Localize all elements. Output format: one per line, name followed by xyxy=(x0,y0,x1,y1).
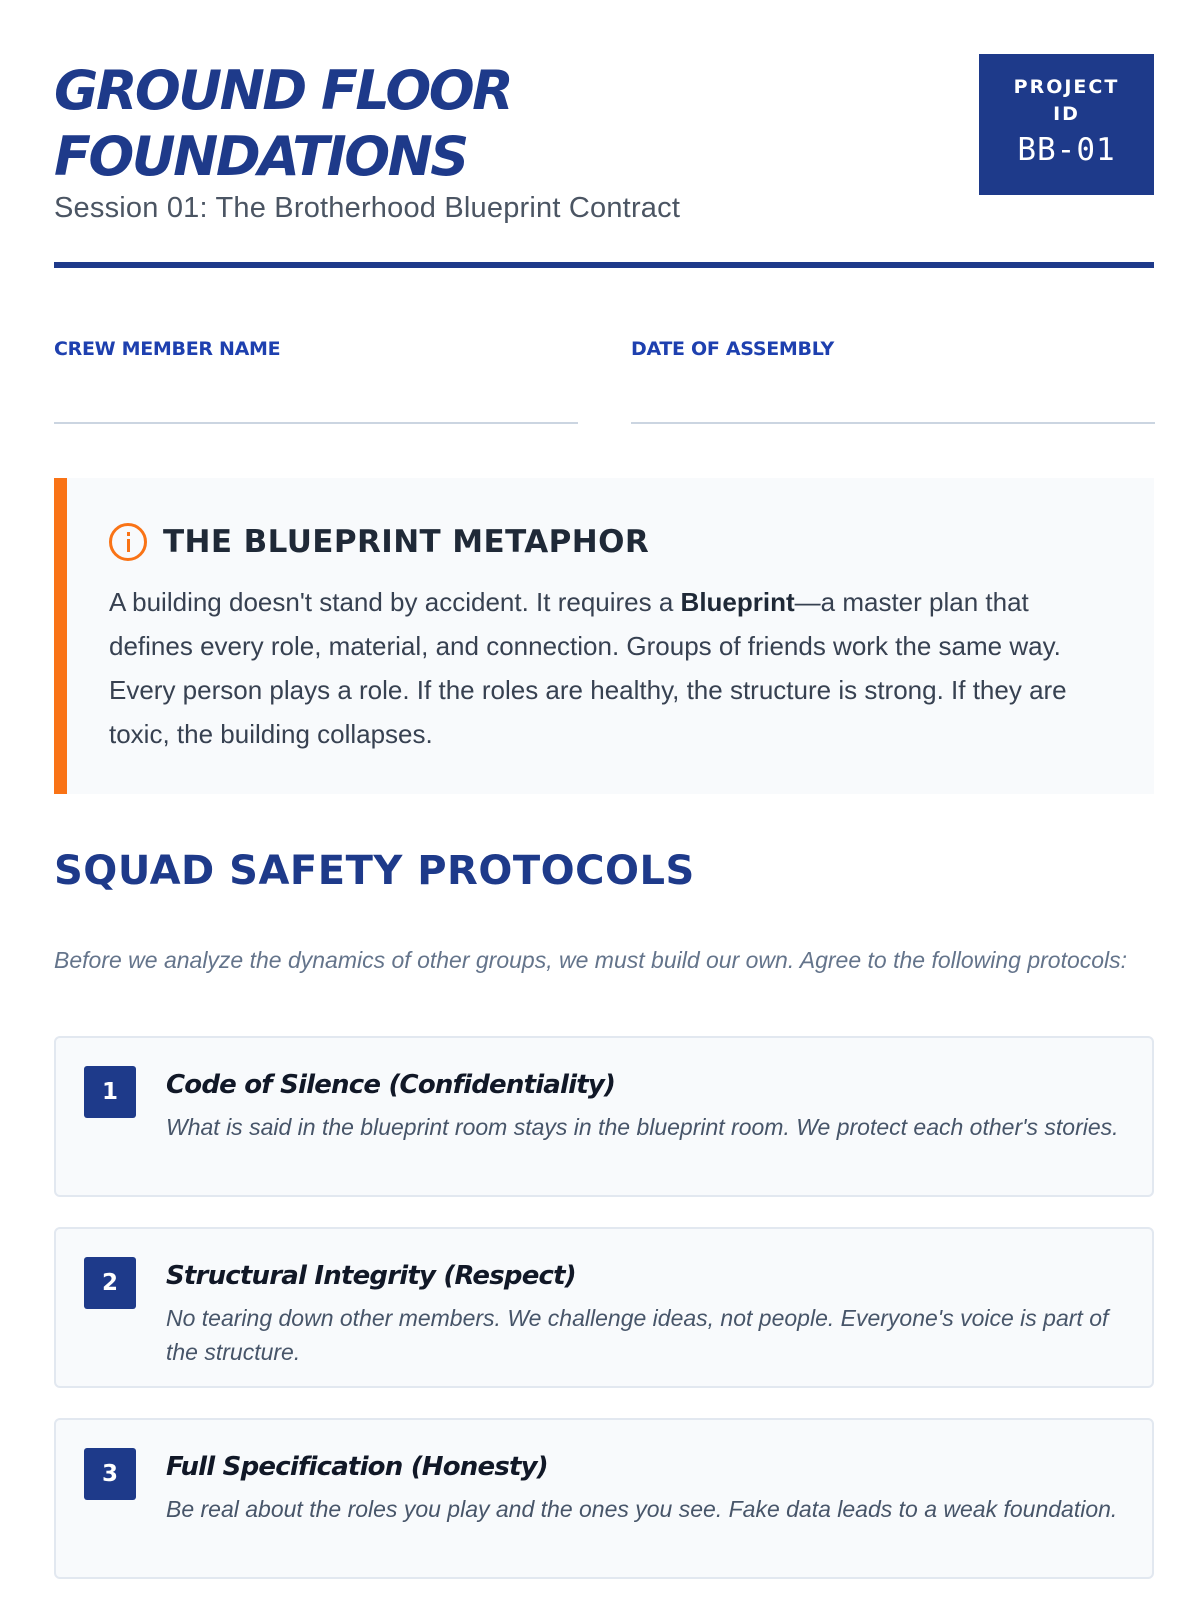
crew-member-name-line[interactable] xyxy=(54,422,578,424)
protocol-description: No tearing down other members. We challenge ideas, not people. Everyone's voice is part of the structure. xyxy=(166,1305,1109,1365)
protocol-card xyxy=(54,1036,1154,1197)
protocol-description: Be real about the roles you play and the ones you see. Fake data leads to a weak foundation. xyxy=(166,1496,1118,1522)
session-subtitle: Session 01: The Brotherhood Blueprint Contract xyxy=(54,192,681,224)
header xyxy=(54,58,1154,268)
callout-title: THE BLUEPRINT METAPHOR xyxy=(163,524,650,560)
project-id-badge xyxy=(979,54,1154,195)
info-icon xyxy=(109,523,147,561)
callout-body-intro: A building doesn't stand by accident. It requires a xyxy=(109,587,681,617)
protocols-section-title: SQUAD SAFETY PROTOCOLS xyxy=(54,848,695,894)
callout-body xyxy=(109,580,1109,756)
protocol-title: Structural Integrity (Respect) xyxy=(166,1261,576,1291)
blueprint-metaphor-callout xyxy=(54,478,1154,794)
crew-member-name-field[interactable] xyxy=(54,338,578,424)
callout-header xyxy=(109,522,649,562)
page-title xyxy=(54,58,511,190)
protocol-card xyxy=(54,1418,1154,1579)
date-of-assembly-label: DATE OF ASSEMBLY xyxy=(631,338,834,360)
page-title-line-2: FOUNDATIONS xyxy=(54,125,467,188)
date-of-assembly-line[interactable] xyxy=(631,422,1155,424)
protocol-description: What is said in the blueprint room stays in the blueprint room. We protect each other's stories. xyxy=(166,1114,1119,1140)
protocol-title: Full Specification (Honesty) xyxy=(166,1452,548,1482)
protocols-intro: Before we analyze the dynamics of other groups, we must build our own. Agree to the following protocols: xyxy=(54,947,1128,973)
protocol-number: 1 xyxy=(84,1066,136,1118)
callout-body-emphasis: Blueprint xyxy=(680,587,795,617)
crew-member-name-label: CREW MEMBER NAME xyxy=(54,338,281,360)
protocol-title: Code of Silence (Confidentiality) xyxy=(166,1070,616,1100)
protocol-number: 3 xyxy=(84,1448,136,1500)
page-title-line-1: GROUND FLOOR xyxy=(54,59,512,122)
date-of-assembly-field[interactable] xyxy=(631,338,1155,424)
protocol-number: 2 xyxy=(84,1257,136,1309)
project-id-value: BB-01 xyxy=(1017,132,1116,168)
project-id-label: PROJECT ID xyxy=(1013,76,1120,125)
protocol-card xyxy=(54,1227,1154,1388)
callout-body-rest: —a master plan that defines every role, material, and connection. Groups of friends work the same way. Every person plays a role. If the roles are healthy, the structure is strong. If they are toxic, the building collapses. xyxy=(109,587,1067,749)
header-divider xyxy=(54,262,1154,268)
